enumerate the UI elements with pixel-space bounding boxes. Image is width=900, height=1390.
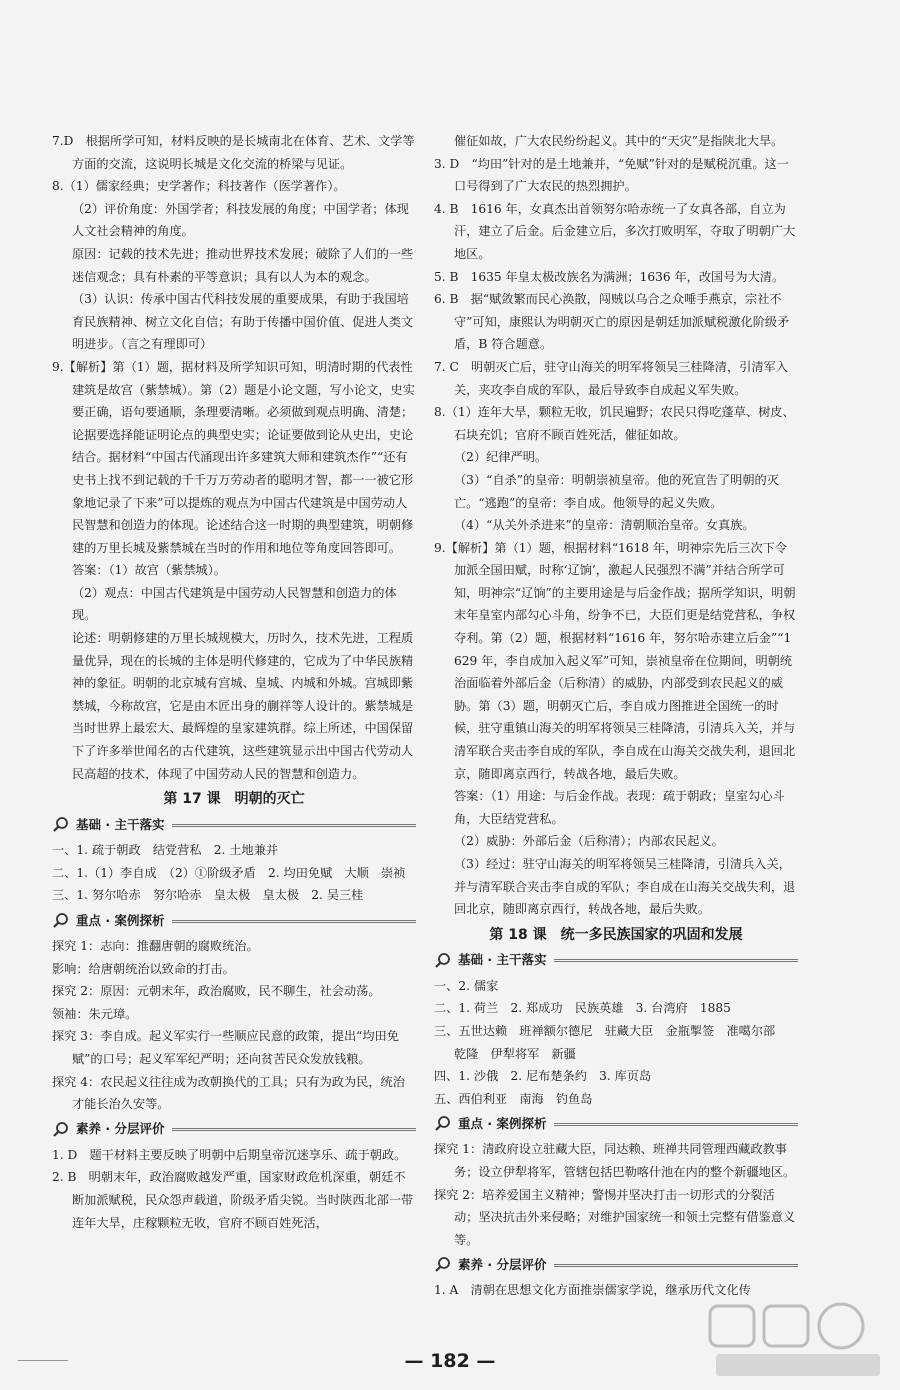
answer-item: 一、2. 儒家: [434, 978, 499, 993]
page-number: — 182 —: [404, 1350, 496, 1372]
answer-item: 三、五世达赖 班禅额尔德尼 驻藏大臣 金瓶掣签 准噶尔部 乾隆 伊犁将军 新疆: [434, 1023, 788, 1061]
answer-item: 领袖：朱元璋。: [52, 1006, 138, 1021]
answer-item: 探究 1：志向：推翻唐朝的腐败统治。: [52, 939, 259, 953]
answer-subline: 原因：记载的技术先进；推动世界技术发展；破除了人们的一些迷信观念；具有朴素的平等意识；具有以人为本的观念。: [72, 246, 414, 284]
answer-item: 1. A 清朝在思想文化方面推崇儒家学说，继承历代文化传: [434, 1283, 751, 1298]
section-header-label: 素养 · 分层评价: [76, 1121, 165, 1137]
answer-item: 探究 4：农民起义往往成为改朝换代的工具；只有为政为民，统治才能长治久安等。: [52, 1074, 405, 1112]
watermark-logo: [706, 1300, 886, 1382]
answer-subline: （2）观点：中国古代建筑是中国劳动人民智慧和创造力的体现。: [72, 585, 397, 623]
answer-item: 6. B 据“赋敛繁而民心涣散，闯贼以乌合之众唾手燕京，宗社不守”可知，康熙认为明朝灭亡的原因是朝廷加派赋税激化阶级矛盾，B 符合题意。: [434, 292, 790, 352]
magnifier-icon: [434, 1256, 452, 1274]
answer-item: 二、1.（1）李自成 （2）①阶级矛盾 2. 均田免赋 大顺 崇祯: [52, 865, 406, 880]
answer-item: 9.【解析】第（1）题，据材料及所学知识可知，明清时期的代表性建筑是故宫（紫禁城）。第（2）题是小论文题，写小论文，史实要正确，语句要通顺，条理要清晰。必须做到观点明确、清楚；论据要选择能证明论点的典型史实；论证要做到论从史出，史论结合。据材料“中国古代涌现出许多建筑大师和建筑杰作”“还有史书上找不到记载的千千万万劳动者的聪明才智，都一一被它形象地记录了下来”可以提炼的观点为中国古代建筑是中国劳动人民智慧和创造力的体现。论述结合这一时期的典型建筑，明朝修建的万里长城及紫禁城在当时的作用和地位等角度回答即可。: [52, 359, 415, 555]
answer-item: 探究 2：原因：元朝末年，政治腐败，民不聊生，社会动荡。: [52, 984, 381, 999]
section-rule: [172, 1128, 416, 1131]
answer-item: 2. B 明朝末年，政治腐败越发严重，国家财政危机深重，朝廷不断加派赋税，民众怨声载道，阶级矛盾尖锐。当时陕西北部一带连年大旱，庄稼颗粒无收，官府不顾百姓死活，: [52, 1170, 414, 1230]
answer-item: 7. C 明朝灭亡后，驻守山海关的明军将领吴三桂降清，引清军入关，夹攻李自成的军队，最后导致李自成起义军失败。: [434, 359, 788, 397]
magnifier-icon: [434, 1115, 452, 1133]
lesson-title: 第 17 课 明朝的灭亡: [163, 791, 305, 808]
answer-item: 5. B 1635 年皇太极改族名为满洲；1636 年，改国号为大清。: [434, 269, 785, 284]
section-header: [52, 909, 416, 933]
answer-item: 探究 2：培养爱国主义精神；警惕并坚决打击一切形式的分裂活动；坚决抗击外来侵略；对维护国家统一和领土完整有借鉴意义等。: [434, 1187, 796, 1247]
answer-item: 9.【解析】第（1）题，根据材料“1618 年，明神宗先后三次下令加派全国田赋，时称‘辽饷’，激起人民强烈不满”并结合所学可知，明神宗“辽饷”的主要用途是与后金作战；据所学知识，明朝末年皇室内部勾心斗角，纷争不已，大臣们更是结党营私，争权夺利。第（2）题，根据材料“1616 年，努尔哈赤建立后金”“1629 年，李自成加入起义军”可知，崇祯皇帝在位期间，明朝统治面临着外部后金（后称清）的威胁，内部受到农民起义的威胁。第（3）题，明朝灭亡后，李自成力图推进全国统一的时候，驻守重镇山海关的明军将领吴三桂降清，引清兵入关，并与清军联合夹击李自成的军队，李自成在山海关交战失利，退回北京，随即离京西行，转战各地，最后失败。: [434, 540, 796, 781]
section-rule: [172, 824, 416, 827]
answer-item: 五、西伯利亚 南海 钓鱼岛: [434, 1091, 593, 1106]
magnifier-icon: [52, 816, 70, 834]
lesson-title: 第 18 课 统一多民族国家的巩固和发展: [489, 926, 743, 943]
answer-item: 4. B 1616 年，女真杰出首领努尔哈赤统一了女真各部，自立为汗，建立了后金。后金建立后，多次打败明军，夺取了明朝广大地区。: [434, 201, 796, 261]
section-header-label: 基础 · 主干落实: [76, 816, 165, 832]
answer-item: 8.（1）连年大旱，颗粒无收，饥民遍野；农民只得吃蓬草、树皮、石块充饥；官府不顾百姓死活，催征如故。: [434, 405, 795, 442]
answer-item: 3. D “均田”针对的是土地兼并，“免赋”针对的是赋税沉重。这一口号得到了广大农民的热烈拥护。: [434, 156, 789, 194]
section-header: [434, 1112, 798, 1136]
answer-item: 三、1. 努尔哈赤 努尔哈赤 皇太极 皇太极 2. 吴三桂: [52, 888, 364, 903]
section-header-label: 基础 · 主干落实: [458, 952, 547, 968]
answer-subline: （2）评价角度：外国学者；科技发展的角度；中国学者；体现人文社会精神的角度。: [72, 201, 409, 239]
section-header: [52, 813, 416, 837]
section-header: [434, 949, 798, 973]
answer-item: 1. D 题干材料主要反映了明朝中后期皇帝沉迷享乐、疏于朝政。: [52, 1147, 407, 1162]
answer-subline: （3）“自杀”的皇帝：明朝崇祯皇帝。他的死宣告了明朝的灭亡。“逃跑”的皇帝：李自成。他领导的起义失败。: [454, 472, 779, 510]
answer-subline: 答案：（1）用途：与后金作战。表现：疏于朝政；皇室勾心斗角，大臣结党营私。: [454, 789, 785, 826]
answer-subline: 论述：明朝修建的万里长城规模大，历时久，技术先进，工程质量优异，现在的长城的主体是明代修建的，它成为了中华民族精神的象征。明朝的北京城有宫城、皇城、内城和外城。宫城即紫禁城，今称故宫，它是由木匠出身的蒯祥等人设计的。紫禁城是当时世界上最宏大、最辉煌的皇家建筑群。综上所述，中国保留下了许多举世闻名的古代建筑，这些建筑显示出中国古代劳动人民高超的技术，体现了中国劳动人民的智慧和创造力。: [72, 631, 414, 781]
answer-item: 8.（1）儒家经典；史学著作；科技著作（医学著作）。: [52, 179, 346, 194]
magnifier-icon: [434, 952, 452, 970]
section-header: [434, 1253, 798, 1277]
magnifier-icon: [52, 912, 70, 930]
left-column: [52, 130, 416, 1234]
answer-item: 二、1. 荷兰 2. 郑成功 民族英雄 3. 台湾府 1885: [434, 1001, 731, 1016]
section-rule: [554, 1264, 798, 1267]
answer-item: 影响：给唐朝统治以致命的打击。: [52, 961, 235, 976]
footer-rule: [18, 1360, 68, 1361]
answer-item: 探究 1：清政府设立驻藏大臣，同达赖、班禅共同管理西藏政教事务；设立伊犁将军，管辖包括巴勒喀什池在内的整个新疆地区。: [434, 1142, 796, 1179]
answer-item: 探究 3：李自成。起义军实行一些顺应民意的政策，提出“均田免赋”的口号；起义军军纪严明；还向贫苦民众发放钱粮。: [52, 1029, 399, 1066]
answer-subline: （2）纪律严明。: [454, 450, 548, 465]
section-header-label: 素养 · 分层评价: [458, 1257, 547, 1273]
section-rule: [554, 959, 798, 962]
right-column: [434, 130, 798, 1302]
section-header: [52, 1118, 416, 1142]
section-header-label: 重点 · 案例探析: [76, 912, 165, 928]
answer-subline: （4）“从关外杀进来”的皇帝：清朝顺治皇帝。女真族。: [454, 518, 755, 533]
answer-subline: 催征如故，广大农民纷纷起义。其中的“天灾”是指陕北大旱。: [454, 134, 784, 148]
section-rule: [554, 1123, 798, 1126]
magnifier-icon: [52, 1121, 70, 1139]
answer-item: 一、1. 疏于朝政 结党营私 2. 土地兼并: [52, 843, 279, 858]
answer-subline: 答案：（1）故宫（紫禁城）。: [72, 563, 226, 578]
answer-item: 四、1. 沙俄 2. 尼布楚条约 3. 库页岛: [434, 1069, 652, 1084]
section-header-label: 重点 · 案例探析: [458, 1116, 547, 1132]
answer-subline: （3）经过：驻守山海关的明军将领吴三桂降清，引清兵入关，并与清军联合夹击李自成的军队；李自成在山海关交战失利，退回北京，随即离京西行，转战各地，最后失败。: [454, 857, 796, 917]
section-rule: [172, 920, 416, 923]
answer-subline: （2）威胁：外部后金（后称清）；内部农民起义。: [454, 834, 724, 849]
answer-item: 7.D 根据所学可知，材料反映的是长城南北在体育、艺术、文学等方面的交流，这说明长城是文化交流的桥梁与见证。: [52, 134, 415, 171]
answer-subline: （3）认识：传承中国古代科技发展的重要成果，有助于我国培育民族精神、树立文化自信；有助于传播中国价值、促进人类文明进步。（言之有理即可）: [72, 292, 414, 352]
